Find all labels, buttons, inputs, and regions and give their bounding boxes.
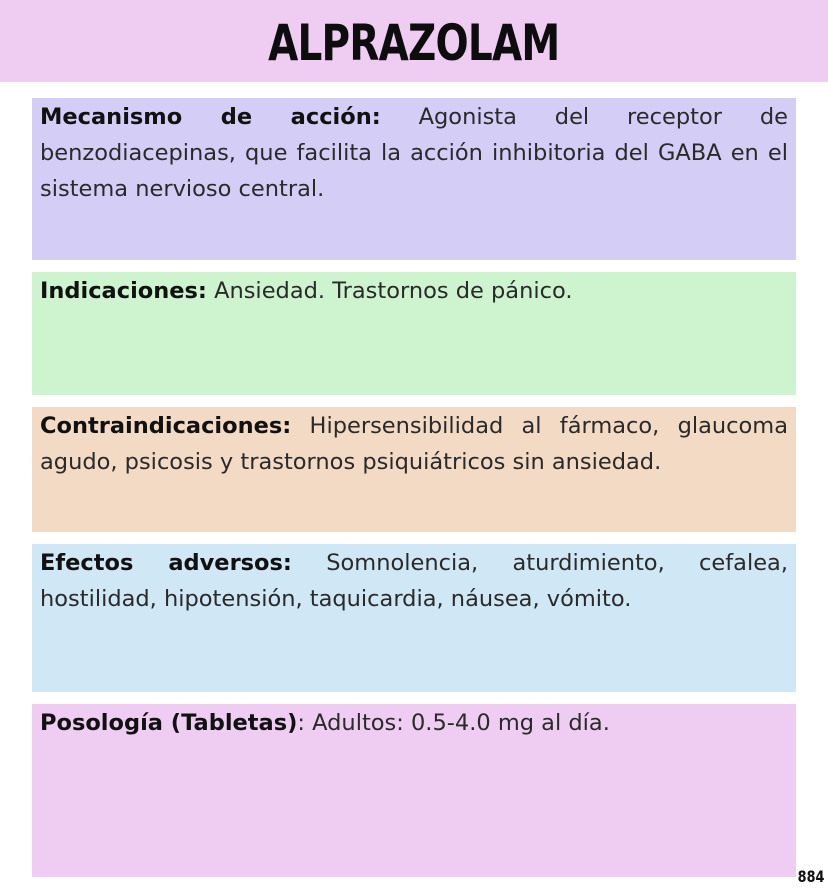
section-text: Ansiedad. Trastornos de pánico. — [214, 278, 573, 304]
section-indicaciones — [32, 272, 796, 395]
section-text: Agonista del receptor de benzodiacepinas, que facilita la acción inhibitoria del GABA en el sistema nervioso central. — [40, 104, 788, 202]
section-text: Hipersensibilidad al fármaco, glaucoma agudo, psicosis y trastornos psiquiátricos sin ansiedad. — [40, 413, 788, 475]
section-mecanismo — [32, 98, 796, 260]
section-label: Posología (Tabletas) — [40, 710, 298, 736]
section-text: Somnolencia, aturdimiento, cefalea, hostilidad, hipotensión, taquicardia, náusea, vómito. — [40, 550, 788, 612]
section-contraindicaciones — [32, 407, 796, 532]
page-number: 884 — [797, 867, 824, 886]
section-label: Efectos adversos: — [40, 550, 292, 576]
section-label: Contraindicaciones: — [40, 413, 292, 439]
section-efectos-adversos — [32, 544, 796, 692]
drug-title: ALPRAZOLAM — [268, 14, 560, 72]
section-label: Mecanismo de acción: — [40, 104, 381, 130]
section-label: Indicaciones: — [40, 278, 207, 304]
section-text: : Adultos: 0.5-4.0 mg al día. — [297, 710, 610, 736]
title-banner — [0, 0, 828, 82]
section-posologia — [32, 704, 796, 877]
